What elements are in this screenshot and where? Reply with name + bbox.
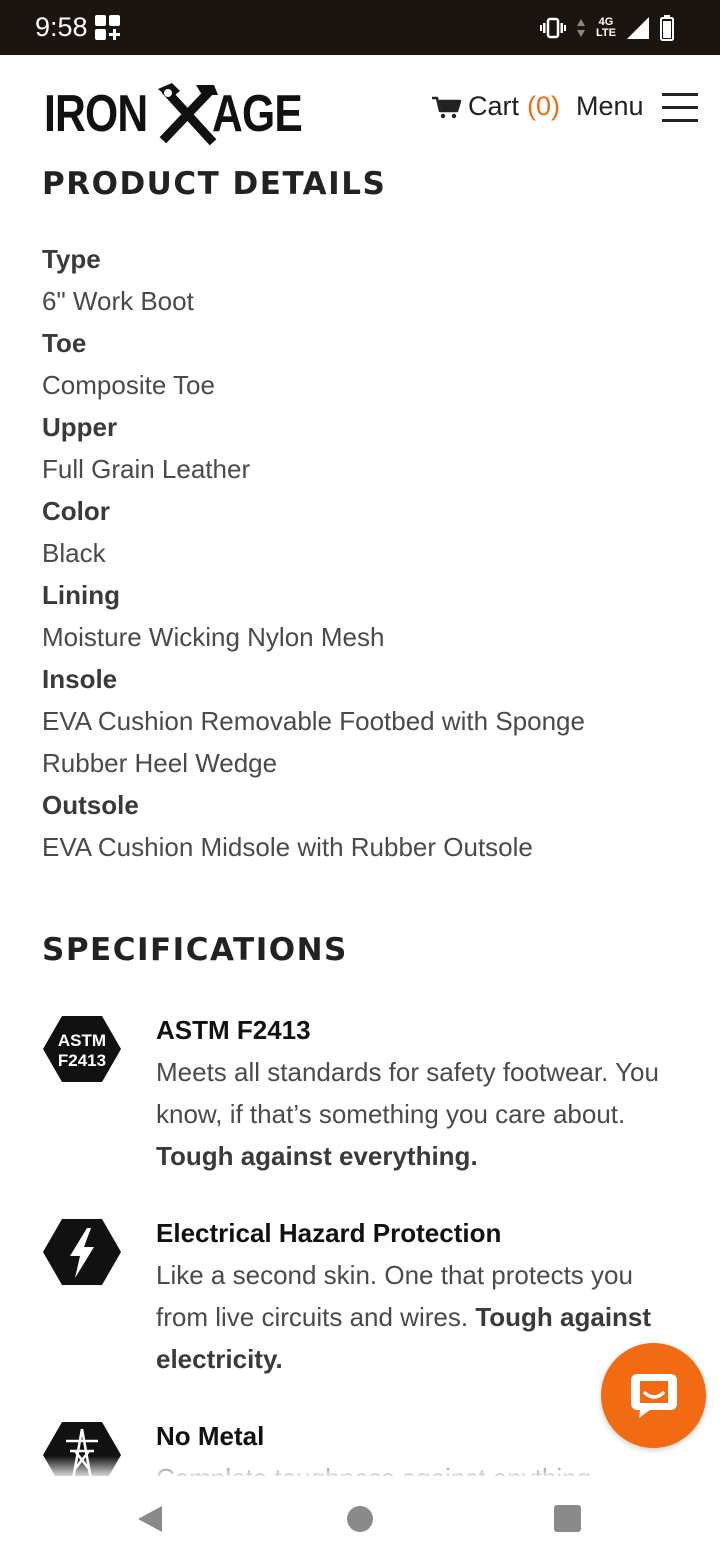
vibrate-icon <box>540 17 566 39</box>
detail-value-lining: Moisture Wicking Nylon Mesh <box>42 622 385 652</box>
signal-icon <box>626 16 650 40</box>
astm-badge-icon <box>42 1013 122 1085</box>
site-header <box>0 55 720 160</box>
spec-desc-text: Like a second skin. One that protects you from live circuits and wires. <box>156 1260 633 1332</box>
status-bar <box>0 0 720 55</box>
iron-age-logo[interactable] <box>44 79 322 149</box>
detail-label-toe: Toe <box>42 328 87 358</box>
astm-badge-text-top: ASTM <box>57 1031 107 1050</box>
logo-text-age: AGE <box>212 85 302 143</box>
system-nav-bar <box>0 1476 720 1560</box>
status-time: 9:58 <box>35 12 88 42</box>
detail-value-toe: Composite Toe <box>42 370 215 400</box>
astm-badge-text-bottom: F2413 <box>57 1051 107 1070</box>
spec-title: ASTM F2413 <box>156 1015 311 1045</box>
back-icon[interactable] <box>136 1504 164 1534</box>
spec-desc-emphasis: Tough against everything. <box>156 1141 478 1171</box>
home-icon[interactable] <box>347 1506 373 1532</box>
product-details-heading: PRODUCT DETAILS <box>42 166 387 202</box>
detail-value-outsole: EVA Cushion Midsole with Rubber Outsole <box>42 832 533 862</box>
cart-button[interactable] <box>432 91 560 122</box>
network-4g: 4G <box>598 16 614 28</box>
battery-icon <box>660 15 674 41</box>
detail-label-outsole: Outsole <box>42 790 139 820</box>
crossed-hammer-wrench-icon <box>156 81 220 147</box>
spec-desc-emphasis: Tough against electricity. <box>156 1302 652 1374</box>
detail-value-upper: Full Grain Leather <box>42 454 251 484</box>
spec-desc-text: Meets all standards for safety footwear. You know, if that’s something you care about. <box>156 1057 659 1129</box>
detail-value-insole: EVA Cushion Removable Footbed with Sponge Rubber Heel Wedge <box>42 706 585 778</box>
detail-value-type: 6" Work Boot <box>42 286 194 316</box>
detail-value-color: Black <box>42 538 106 568</box>
menu-label: Menu <box>576 91 644 121</box>
chat-bubble-icon <box>628 1371 680 1421</box>
logo-text-iron: IRON <box>44 85 148 143</box>
recent-apps-icon[interactable] <box>554 1505 581 1532</box>
apps-grid-icon <box>94 14 122 42</box>
detail-label-type: Type <box>42 244 101 274</box>
detail-label-upper: Upper <box>42 412 118 442</box>
menu-button[interactable] <box>576 91 698 122</box>
hamburger-icon <box>662 92 698 122</box>
detail-label-lining: Lining <box>42 580 120 610</box>
spec-desc <box>156 1051 676 1177</box>
detail-label-insole: Insole <box>42 664 118 694</box>
product-details-list <box>42 238 662 868</box>
network-type <box>596 17 616 39</box>
lightning-bolt-icon <box>42 1216 122 1288</box>
cart-count: (0) <box>527 91 561 121</box>
spec-title: No Metal <box>156 1421 265 1451</box>
detail-label-color: Color <box>42 496 110 526</box>
chat-button[interactable] <box>601 1343 706 1448</box>
spec-title: Electrical Hazard Protection <box>156 1218 502 1248</box>
cart-icon <box>432 95 462 119</box>
data-arrows-icon <box>576 17 586 39</box>
network-lte: LTE <box>596 27 616 39</box>
specifications-heading: SPECIFICATIONS <box>42 932 348 968</box>
spec-desc <box>156 1254 676 1380</box>
cart-label: Cart <box>468 91 520 121</box>
